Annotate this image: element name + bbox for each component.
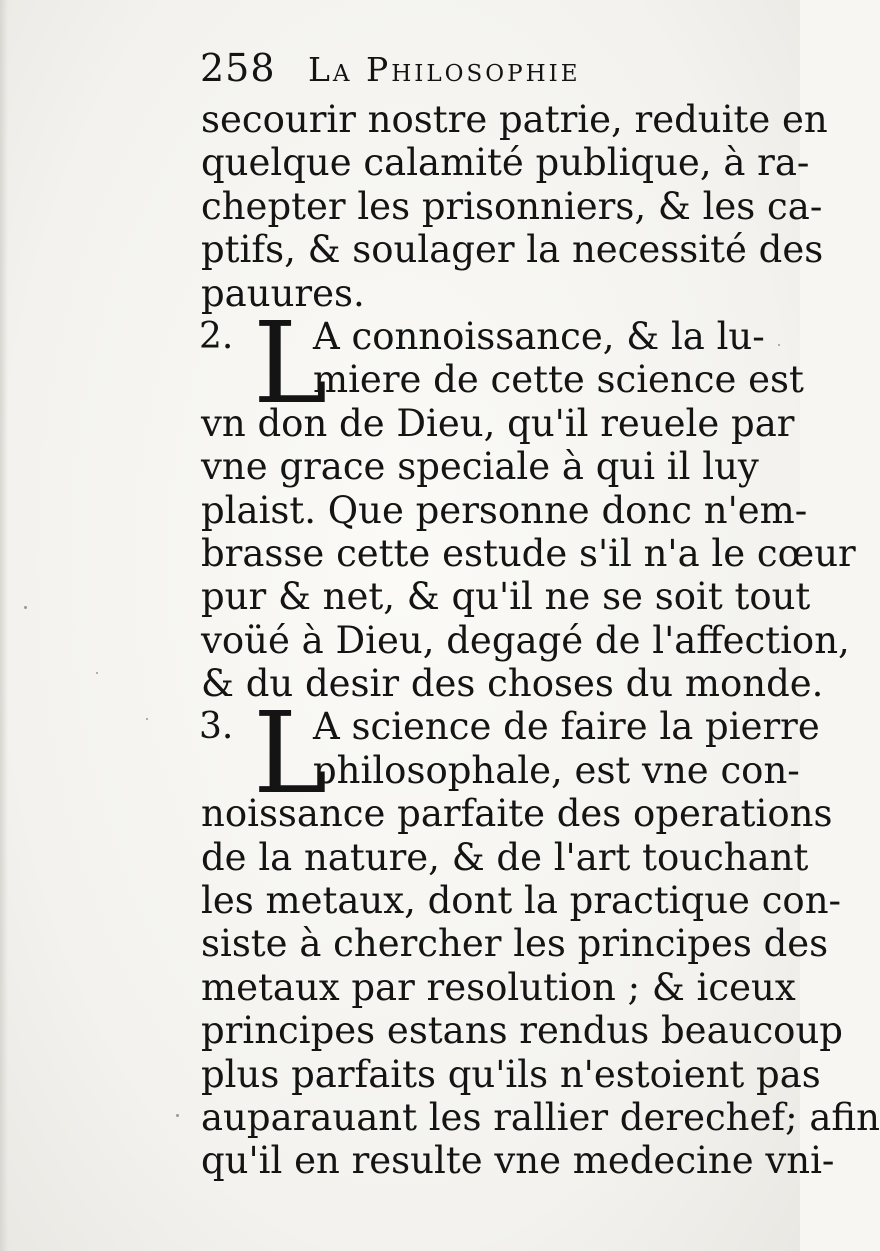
page-header (200, 40, 670, 96)
paper-speck (146, 718, 148, 720)
text-line: & du desir des choses du monde. (201, 662, 824, 706)
text-line: plus parfaits qu'ils n'estoient pas (201, 1052, 821, 1096)
paragraph-2 (199, 298, 856, 706)
text-line: chepter les prisonniers, & les ca- (201, 184, 823, 228)
drop-capital: L (253, 689, 328, 820)
page-number: 258 (200, 46, 276, 90)
text-line: brasse cette estude s'il n'a le cœur (201, 531, 856, 575)
text-line: de la nature, & de l'art touchant (201, 835, 809, 879)
paragraph-3 (199, 689, 880, 1183)
drop-capital: L (253, 298, 328, 429)
text-line: pauures. (201, 271, 365, 315)
paper-speck (24, 606, 27, 609)
text-line: philosophale, est vne con- (313, 748, 800, 792)
text-line: vne grace speciale à qui il luy (201, 445, 759, 489)
text-line: les metaux, dont la practique con- (201, 879, 842, 923)
paper-speck (96, 672, 98, 674)
text-line: A science de faire la pierre (313, 705, 820, 749)
paper-speck (778, 344, 780, 346)
text-line: voüé à Dieu, degagé de l'affection, (201, 618, 850, 662)
text-line: ptifs, & soulager la necessité des (201, 228, 824, 272)
text-line: secourir nostre patrie, reduite en (201, 98, 828, 141)
text-line: metaux par resolution ; & iceux (201, 965, 796, 1009)
text-line: qu'il en resulte vne medecine vni- (201, 1139, 835, 1183)
paragraph-number: 2. (199, 315, 234, 357)
text-line: A connoissance, & la lu- (313, 314, 765, 358)
running-head: La Philosophie (308, 50, 581, 89)
paper-speck (176, 1114, 179, 1117)
text-line: siste à chercher les principes des (201, 922, 829, 966)
paragraph-number: 3. (199, 706, 234, 748)
page-edge-shadow (0, 0, 8, 1251)
text-line: pur & net, & qu'il ne se soit tout (201, 575, 811, 619)
text-line: auparauant les rallier derechef; afin (201, 1095, 880, 1139)
text-line: miere de cette science est (313, 358, 804, 402)
text-line: noissance parfaite des operations (201, 792, 833, 836)
text-block (199, 98, 880, 1183)
text-line: vn don de Dieu, qu'il reuele par (201, 401, 795, 445)
text-line: quelque calamité publique, à ra- (201, 141, 810, 185)
text-line: plaist. Que personne donc n'em- (201, 488, 808, 532)
paragraph-1 (201, 98, 828, 315)
text-line: principes estans rendus beaucoup (201, 1009, 843, 1053)
